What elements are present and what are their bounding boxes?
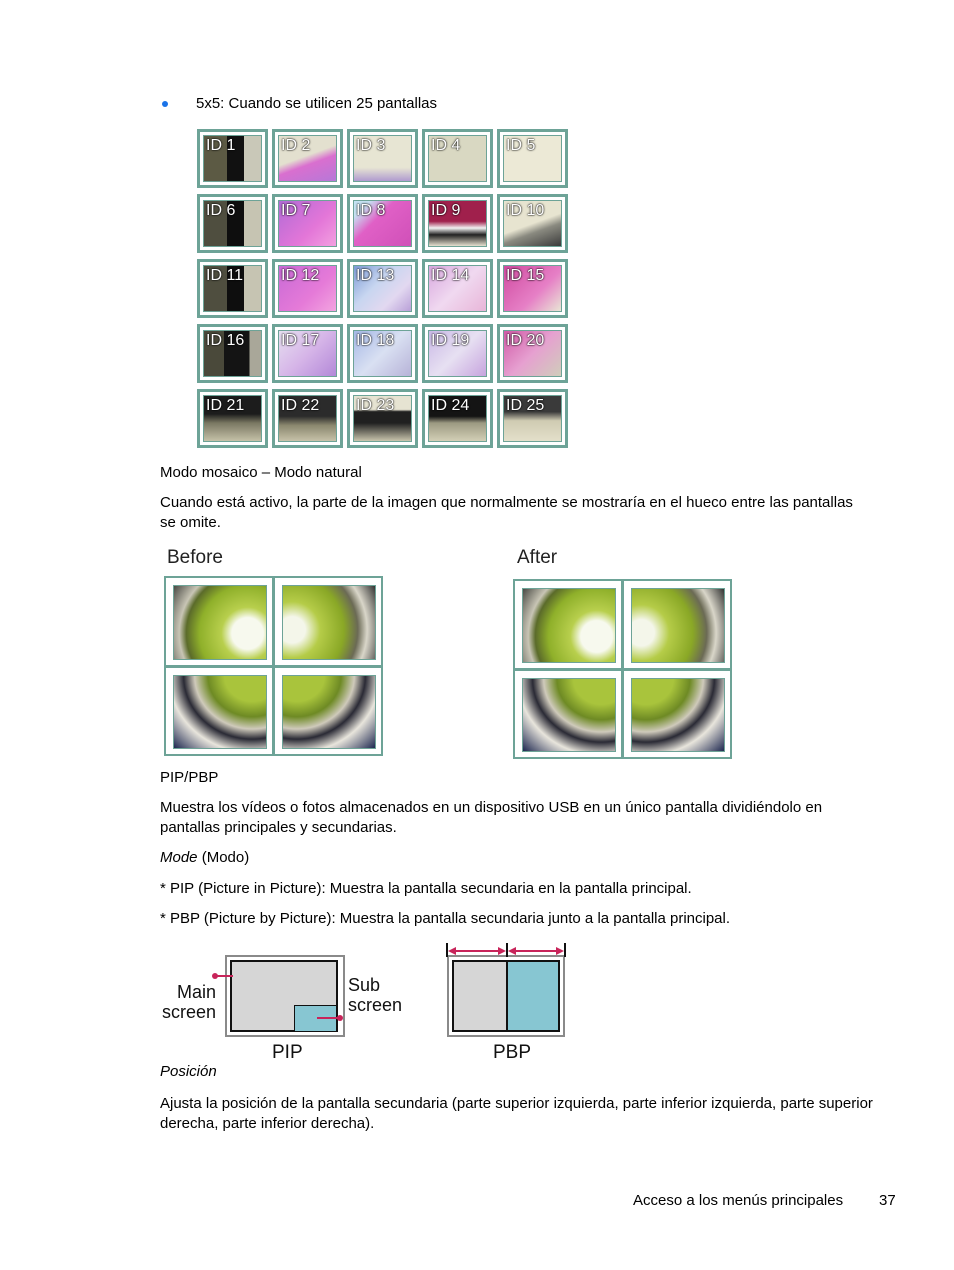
tile-id-label: ID 7 bbox=[281, 202, 311, 219]
after-cell bbox=[515, 671, 621, 758]
tile-id-label: ID 2 bbox=[281, 137, 311, 154]
pbp-main-screen bbox=[452, 960, 508, 1032]
sub-label-line2: screen bbox=[348, 995, 403, 1015]
pip-sub-screen bbox=[294, 1005, 337, 1032]
tile-grid-5x5 bbox=[197, 129, 568, 448]
before-caption: Before bbox=[167, 547, 223, 568]
tile-id-label: ID 25 bbox=[506, 397, 545, 414]
section-heading-position: Posición bbox=[160, 1063, 217, 1080]
grid-tile bbox=[422, 194, 493, 253]
section-body-pip: Muestra los vídeos o fotos almacenados en un dispositivo USB en un único pantalla dividiéndolo en pantallas principales y secundarias. bbox=[160, 799, 823, 836]
grid-tile bbox=[197, 194, 268, 253]
footer-title: Acceso a los menús principales bbox=[633, 1192, 844, 1209]
after-mosaic bbox=[513, 579, 732, 759]
grid-tile bbox=[497, 194, 568, 253]
main-pointer-dot bbox=[212, 973, 218, 979]
after-cell bbox=[515, 581, 621, 668]
tile-id-label: ID 8 bbox=[356, 202, 386, 219]
pip-label: PIP bbox=[272, 1042, 303, 1063]
before-cell bbox=[166, 668, 272, 755]
tile-id-label: ID 10 bbox=[506, 202, 545, 219]
grid-tile bbox=[197, 259, 268, 318]
tile-id-label: ID 17 bbox=[281, 332, 320, 349]
coffee-image bbox=[173, 675, 267, 750]
pbp-frame bbox=[447, 955, 565, 1037]
tile-id-label: ID 18 bbox=[356, 332, 395, 349]
tile-id-label: ID 21 bbox=[206, 397, 245, 414]
tile-id-label: ID 16 bbox=[206, 332, 245, 349]
mode-italic: Mode bbox=[160, 849, 198, 866]
pip-description: * PIP (Picture in Picture): Muestra la pantalla secundaria en la pantalla principal. bbox=[160, 880, 692, 897]
bullet-text: 5x5: Cuando se utilicen 25 pantallas bbox=[196, 95, 437, 112]
tile-id-label: ID 22 bbox=[281, 397, 320, 414]
grid-tile bbox=[422, 259, 493, 318]
grid-tile bbox=[497, 259, 568, 318]
sub-screen-label bbox=[348, 975, 402, 1015]
pip-frame bbox=[225, 955, 345, 1037]
sub-pointer-line bbox=[317, 1017, 339, 1019]
tile-id-label: ID 9 bbox=[431, 202, 461, 219]
page-number: 37 bbox=[879, 1192, 896, 1209]
section-heading-pip: PIP/PBP bbox=[160, 769, 219, 786]
grid-tile bbox=[422, 129, 493, 188]
coffee-image bbox=[522, 678, 616, 753]
section-body-mosaic: Cuando está activo, la parte de la imagen que normalmente se mostraría en el hueco entre las pantallas se omite. bbox=[160, 494, 853, 531]
after-caption: After bbox=[517, 547, 558, 568]
section-heading-mosaic: Modo mosaico – Modo natural bbox=[160, 464, 362, 481]
grid-tile bbox=[272, 194, 343, 253]
grid-tile bbox=[497, 129, 568, 188]
before-cell bbox=[275, 668, 381, 755]
tile-id-label: ID 19 bbox=[431, 332, 470, 349]
tile-id-label: ID 13 bbox=[356, 267, 395, 284]
after-cell bbox=[624, 581, 730, 668]
section-body-position: Ajusta la posición de la pantalla secundaria (parte superior izquierda, parte inferior izquierda, parte superior derecha, parte inferior derecha). bbox=[160, 1095, 873, 1132]
sub-pointer-dot bbox=[337, 1015, 343, 1021]
coffee-image bbox=[631, 678, 725, 753]
grid-tile bbox=[272, 259, 343, 318]
grid-tile bbox=[197, 129, 268, 188]
pip-main-screen bbox=[230, 960, 338, 1032]
grid-tile bbox=[422, 324, 493, 383]
grid-tile bbox=[197, 324, 268, 383]
tile-id-label: ID 14 bbox=[431, 267, 470, 284]
before-cell bbox=[275, 578, 381, 665]
tile-id-label: ID 5 bbox=[506, 137, 536, 154]
tile-id-label: ID 3 bbox=[356, 137, 386, 154]
tile-id-label: ID 12 bbox=[281, 267, 320, 284]
grid-tile bbox=[347, 129, 418, 188]
tile-id-label: ID 20 bbox=[506, 332, 545, 349]
grid-tile bbox=[197, 389, 268, 448]
tile-id-label: ID 11 bbox=[206, 267, 244, 284]
grid-tile bbox=[347, 194, 418, 253]
bullet-dot bbox=[162, 101, 168, 107]
grid-tile bbox=[272, 389, 343, 448]
main-pointer-line bbox=[215, 975, 233, 977]
grid-tile bbox=[272, 129, 343, 188]
tile-id-label: ID 1 bbox=[206, 137, 236, 154]
coffee-image bbox=[282, 585, 376, 660]
tile-id-label: ID 24 bbox=[431, 397, 470, 414]
grid-tile bbox=[497, 324, 568, 383]
grid-tile bbox=[497, 389, 568, 448]
mode-line bbox=[160, 848, 249, 868]
pbp-width-arrows-icon bbox=[445, 943, 567, 957]
main-screen-label bbox=[160, 982, 216, 1022]
pbp-description: * PBP (Picture by Picture): Muestra la pantalla secundaria junto a la pantalla principal. bbox=[160, 910, 731, 927]
grid-tile bbox=[347, 259, 418, 318]
grid-tile bbox=[347, 389, 418, 448]
main-label-line1: Main bbox=[176, 982, 216, 1002]
sub-label-line1: Sub bbox=[348, 975, 381, 995]
before-cell bbox=[166, 578, 272, 665]
after-cell bbox=[624, 671, 730, 758]
pbp-label: PBP bbox=[493, 1042, 532, 1063]
pbp-sub-screen bbox=[506, 960, 560, 1032]
grid-tile bbox=[422, 389, 493, 448]
main-label-line2: screen bbox=[161, 1002, 216, 1022]
grid-tile bbox=[272, 324, 343, 383]
coffee-image bbox=[522, 588, 616, 663]
mode-rest: (Modo) bbox=[197, 849, 250, 866]
before-mosaic bbox=[164, 576, 383, 756]
tile-id-label: ID 23 bbox=[356, 397, 395, 414]
coffee-image bbox=[282, 675, 376, 750]
coffee-image bbox=[173, 585, 267, 660]
tile-id-label: ID 6 bbox=[206, 202, 236, 219]
tile-id-label: ID 4 bbox=[431, 137, 461, 154]
grid-tile bbox=[347, 324, 418, 383]
tile-id-label: ID 15 bbox=[506, 267, 545, 284]
coffee-image bbox=[631, 588, 725, 663]
